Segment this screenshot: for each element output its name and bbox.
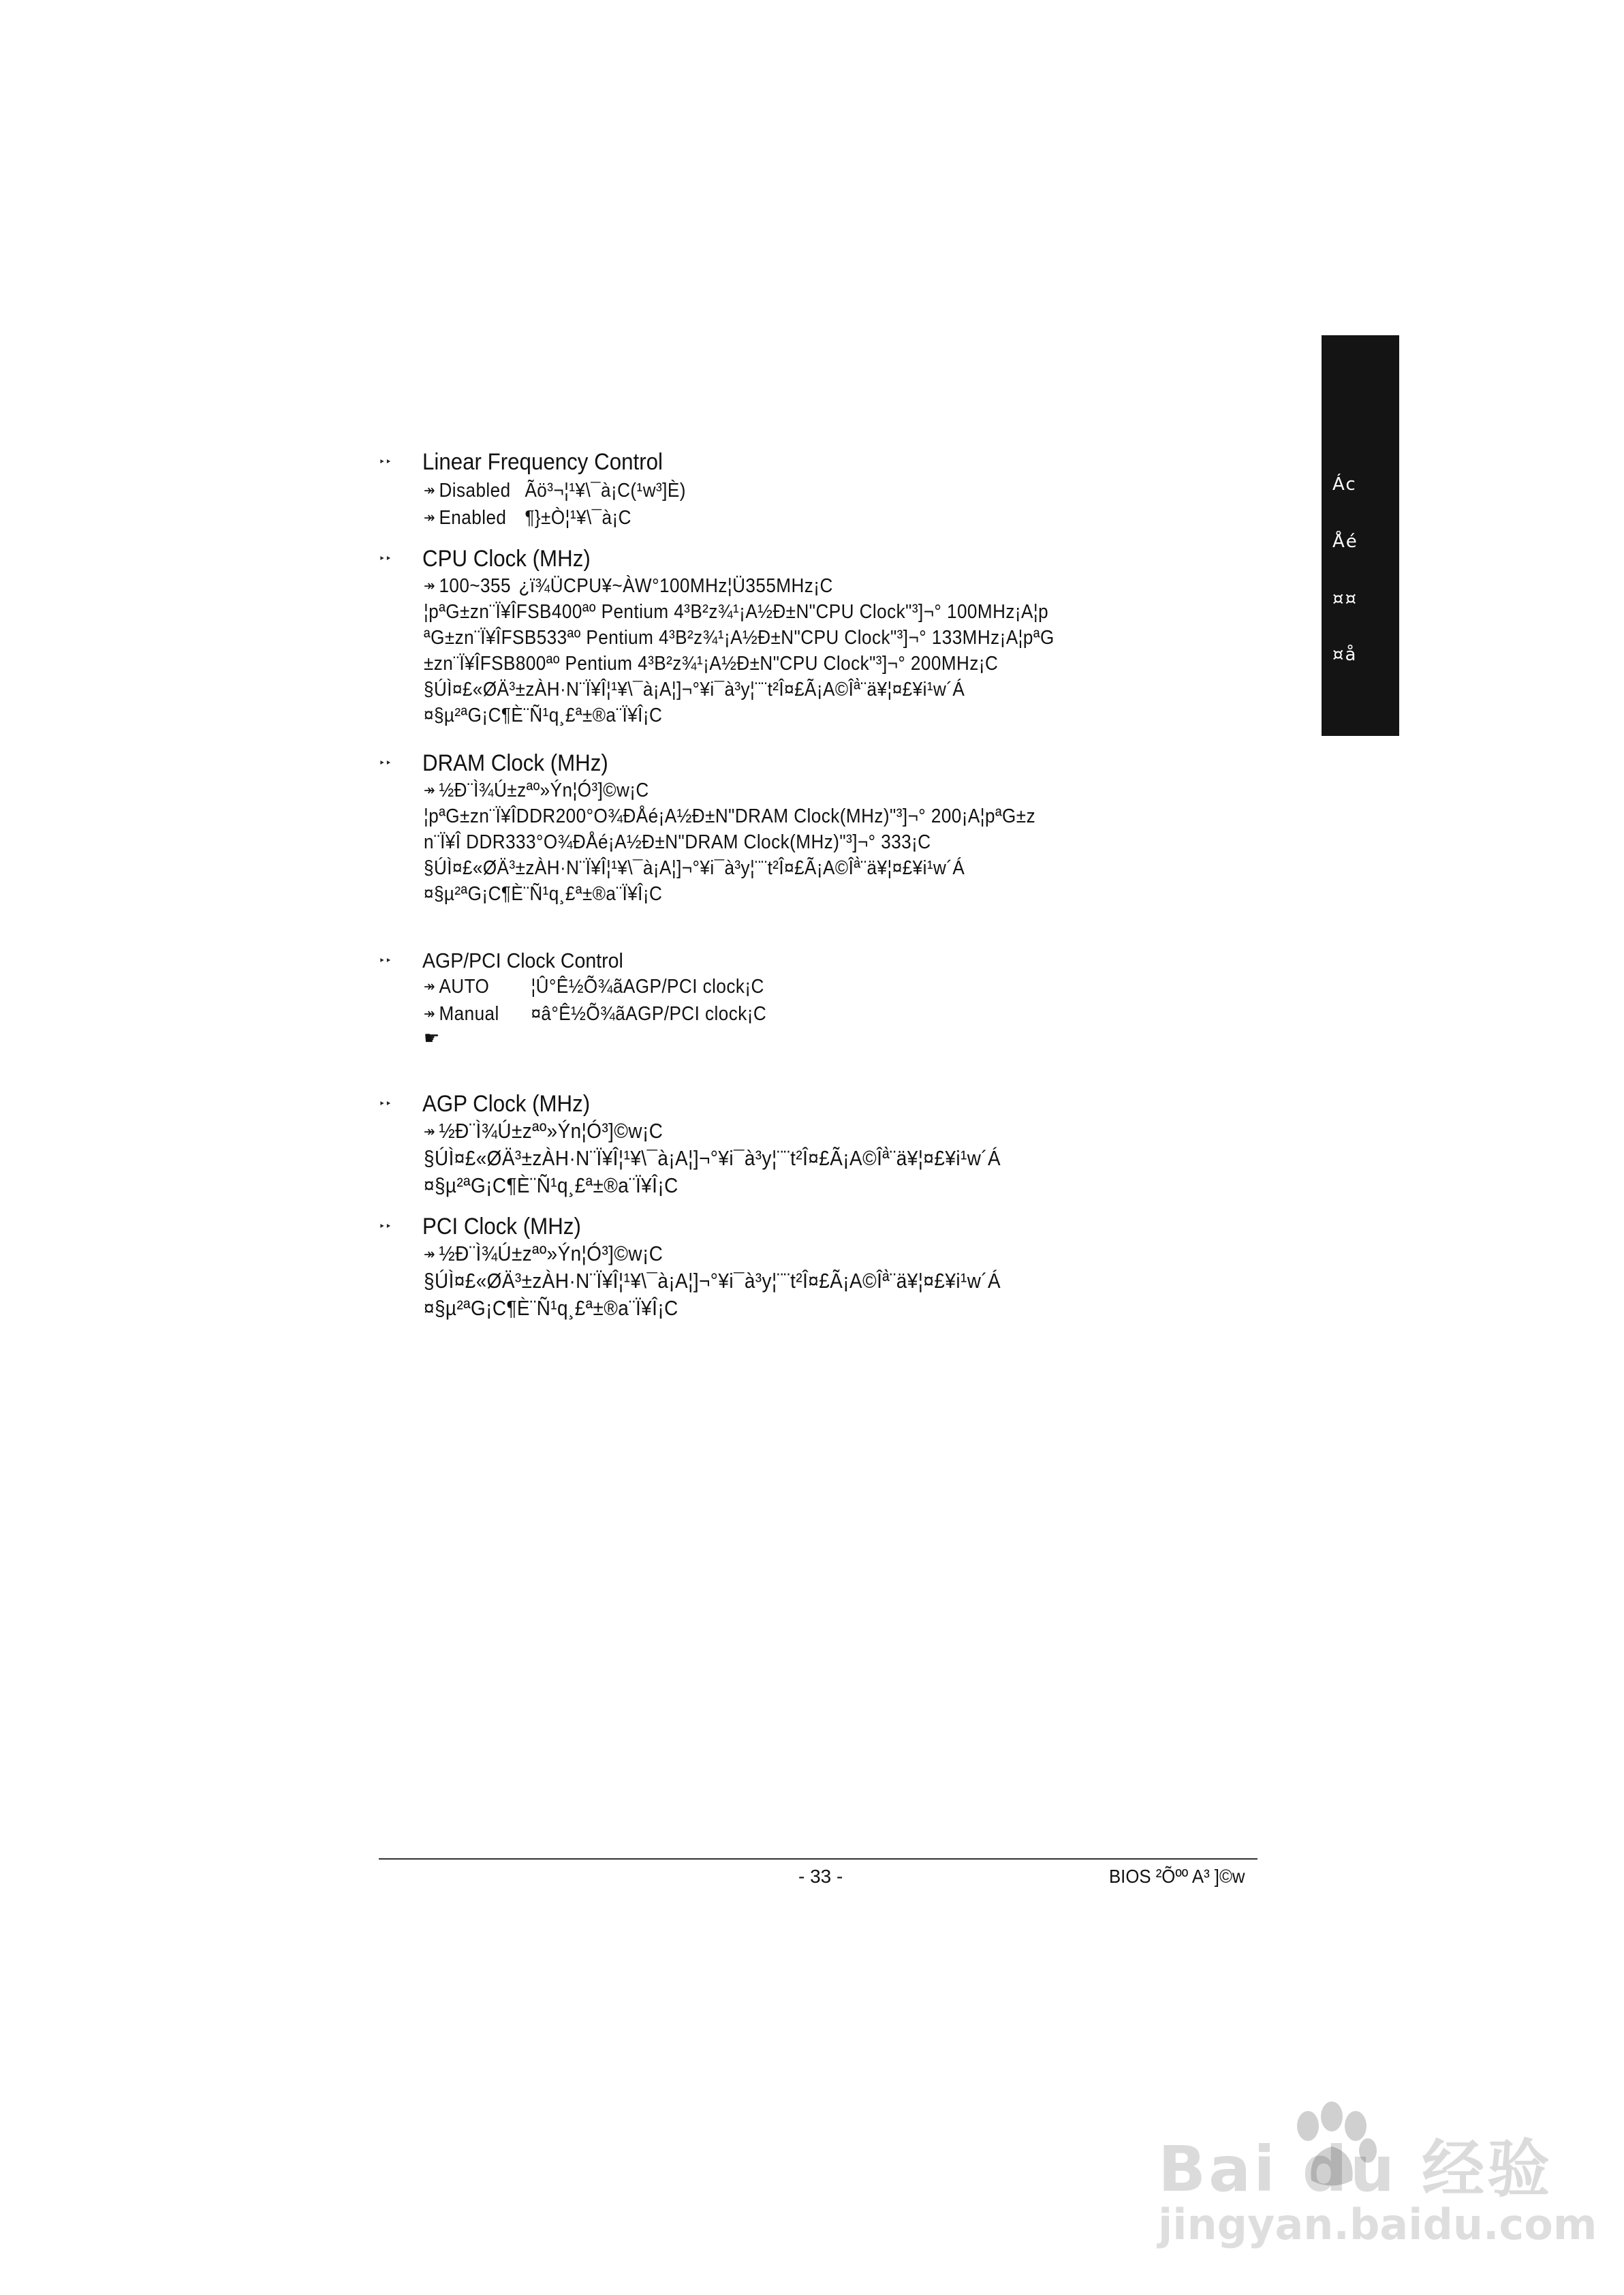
footer-title: BIOS ²Õºº A³ ]©w <box>1109 1866 1245 1887</box>
option-key: 100~355 <box>439 575 511 597</box>
body-text-line: ¤§µ²ªG¡C¶È¨Ñ¹q¸£ª±®a¨Ï¥Î¡C <box>424 705 663 726</box>
body-text-line: §ÚÌ¤£«ØÄ³±zÀH·N¨Ï¥Î¦¹¥\¯à¡A¦]¬°¥i¯à³y¦¨¨t²Î¤£Ã¡A©Îª̀¨ä¥¦¤£¥i¹w´Á <box>424 1269 1001 1293</box>
option-description: ½Ð¨Ì¾Ú±zªº»Ýn¦Ó³]©w¡C <box>439 1242 663 1265</box>
double-arrow-icon: ↠ <box>424 1123 436 1140</box>
option-line <box>424 778 649 804</box>
body-text-line: §ÚÌ¤£«ØÄ³±zÀH·N¨Ï¥Î¦¹¥\¯à¡A¦]¬°¥i¯à³y¦¨¨t²Î¤£Ã¡A©Îª̀¨ä¥¦¤£¥i¹w´Á <box>424 1146 1001 1170</box>
body-text-line: ªG±zn¨Ï¥ÎFSB533ªº Pentium 4³B²z¾¹¡A½Ð±N"CPU Clock"³]¬° 133MHz¡A¦pªG <box>424 627 1055 649</box>
section-bullet-icon: ‣‣ <box>379 756 392 769</box>
option-line <box>424 1002 766 1028</box>
section-cpu-clock <box>379 545 1387 743</box>
double-arrow-icon: ↠ <box>424 978 436 995</box>
section-heading: CPU Clock (MHz) <box>422 546 591 572</box>
body-text-line: n¨Ï¥Î DDR333°O¾ÐÅé¡A½Ð±N"DRAM Clock(MHz)"³]¬° 333¡C <box>424 831 931 853</box>
option-line <box>424 506 631 532</box>
option-description: ¿ï¾ÜCPU¥~ÀW°100MHz¦Ü355MHz¡C <box>518 575 833 597</box>
section-bullet-icon: ‣‣ <box>379 455 392 468</box>
section-heading: AGP Clock (MHz) <box>422 1091 591 1117</box>
option-description: ¦Û°Ê½Õ¾ãAGP/PCI clock¡C <box>531 976 764 998</box>
section-dram-clock <box>379 750 1387 920</box>
option-line <box>424 1242 663 1268</box>
body-text-line: §ÚÌ¤£«ØÄ³±zÀH·N¨Ï¥Î¦¹¥\¯à¡A¦]¬°¥i¯à³y¦¨¨t²Î¤£Ã¡A©Îª̀¨ä¥¦¤£¥i¹w´Á <box>424 679 965 700</box>
section-bullet-icon: ‣‣ <box>379 954 392 967</box>
body-text-line: ¤§µ²ªG¡C¶È¨Ñ¹q¸£ª±®a¨Ï¥Î¡C <box>424 1173 678 1197</box>
watermark-url: jingyan.baidu.com <box>1158 2200 1597 2249</box>
body-text-line: ¤§µ²ªG¡C¶È¨Ñ¹q¸£ª±®a¨Ï¥Î¡C <box>424 1296 678 1320</box>
footer-divider <box>379 1858 1258 1860</box>
watermark-logo-text: Bai du 经验 <box>1158 2133 1553 2206</box>
section-bullet-icon: ‣‣ <box>379 552 392 565</box>
section-pci-clock <box>379 1213 1387 1329</box>
section-agp-clock <box>379 1090 1387 1206</box>
double-arrow-icon: ↠ <box>424 509 436 526</box>
option-key: Disabled <box>439 480 511 502</box>
option-key: Manual <box>439 1003 499 1025</box>
double-arrow-icon: ↠ <box>424 1005 436 1022</box>
double-arrow-icon: ↠ <box>424 782 436 799</box>
section-heading: PCI Clock (MHz) <box>422 1214 581 1239</box>
option-line <box>424 574 833 600</box>
option-description: ¤â°Ê½Õ¾ãAGP/PCI clock¡C <box>531 1003 767 1025</box>
side-tab-label: ¤å <box>1332 645 1358 665</box>
section-linear-frequency-control <box>379 448 1387 537</box>
side-tab-label: Åé <box>1332 532 1358 552</box>
section-bullet-icon: ‣‣ <box>379 1220 392 1233</box>
side-tab-label: Ác <box>1332 474 1357 495</box>
option-line <box>424 1119 663 1145</box>
option-key: AUTO <box>439 976 490 998</box>
double-arrow-icon: ↠ <box>424 482 436 499</box>
section-bullet-icon: ‣‣ <box>379 1097 392 1110</box>
option-description: Ãö³¬¦¹¥\¯à¡C(¹w³]È) <box>525 480 686 502</box>
section-heading: DRAM Clock (MHz) <box>422 750 608 776</box>
option-description: ½Ð¨Ì¾Ú±zªº»Ýn¦Ó³]©w¡C <box>439 780 649 801</box>
side-tab-label: ¤¤ <box>1332 589 1358 609</box>
option-description: ¶}±Ò¦¹¥\¯à¡C <box>525 507 631 529</box>
pointing-hand-icon: ☛ <box>424 1028 440 1048</box>
page-number: - 33 - <box>798 1866 843 1887</box>
double-arrow-icon: ↠ <box>424 577 436 594</box>
option-description: ½Ð¨Ì¾Ú±zªº»Ýn¦Ó³]©w¡C <box>439 1119 663 1143</box>
option-line <box>424 478 686 504</box>
option-key: Enabled <box>439 507 507 529</box>
section-heading: Linear Frequency Control <box>422 449 663 475</box>
body-text-line: ¦pªG±zn¨Ï¥ÎDDR200°O¾ÐÅé¡A½Ð±N"DRAM Clock(MHz)"³]¬° 200¡A¦pªG±z <box>424 805 1036 827</box>
section-agp-pci-clock-control <box>379 947 1387 1056</box>
option-line <box>424 974 764 1000</box>
body-text-line: §ÚÌ¤£«ØÄ³±zÀH·N¨Ï¥Î¦¹¥\¯à¡A¦]¬°¥i¯à³y¦¨¨t²Î¤£Ã¡A©Îª̀¨ä¥¦¤£¥i¹w´Á <box>424 857 965 879</box>
body-text-line: ±zn¨Ï¥ÎFSB800ªº Pentium 4³B²z¾¹¡A½Ð±N"CPU Clock"³]¬° 200MHz¡C <box>424 653 999 675</box>
section-heading: AGP/PCI Clock Control <box>422 949 623 972</box>
body-text-line: ¤§µ²ªG¡C¶È¨Ñ¹q¸£ª±®a¨Ï¥Î¡C <box>424 883 663 905</box>
double-arrow-icon: ↠ <box>424 1246 436 1263</box>
body-text-line: ¦pªG±zn¨Ï¥ÎFSB400ªº Pentium 4³B²z¾¹¡A½Ð±N"CPU Clock"³]¬° 100MHz¡A¦p <box>424 601 1049 623</box>
